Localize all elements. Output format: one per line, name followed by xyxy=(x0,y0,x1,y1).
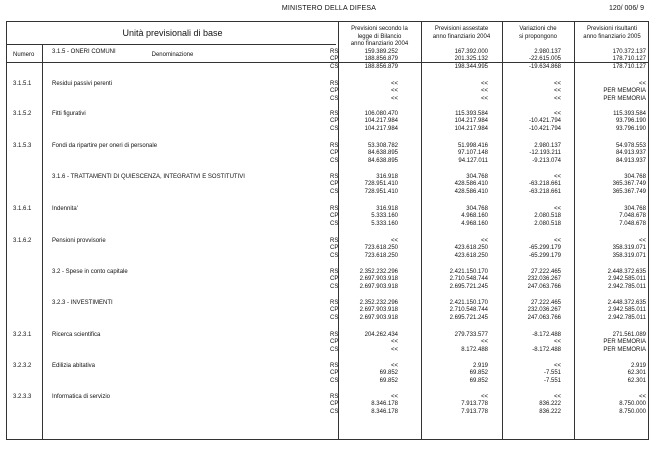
line-code: CS xyxy=(330,95,339,102)
value-risultanti: 304.768 xyxy=(624,174,646,180)
row-number: 3.2.3.1 xyxy=(13,332,32,338)
line-code: CP xyxy=(330,181,339,188)
value-line xyxy=(7,284,648,291)
divider xyxy=(7,44,336,45)
line-code: CS xyxy=(330,188,339,195)
value-line xyxy=(7,378,648,385)
value-assestate: 4.968.160 xyxy=(461,220,488,227)
value-assestate: 2.421.150.170 xyxy=(449,269,488,275)
value-assestate: << xyxy=(480,238,488,244)
value-assestate: << xyxy=(480,394,488,400)
value-risultanti: 2.919 xyxy=(630,363,646,369)
value-risultanti: 2.942.785.011 xyxy=(608,283,646,290)
value-variazioni: << xyxy=(553,111,561,117)
value-variazioni: << xyxy=(553,88,561,95)
value-line xyxy=(7,238,648,245)
value-legge-bilancio: << xyxy=(390,95,398,102)
value-variazioni: 247.063.766 xyxy=(527,314,561,321)
value-risultanti: 358.319.071 xyxy=(612,245,646,252)
value-variazioni: 27.222.465 xyxy=(530,300,561,306)
value-assestate: 423.618.250 xyxy=(454,252,488,259)
value-legge-bilancio: 723.618.250 xyxy=(364,245,398,252)
value-variazioni: 2.080.518 xyxy=(534,220,561,227)
value-legge-bilancio: 2.352.232.296 xyxy=(359,300,398,306)
value-assestate: 97.107.148 xyxy=(457,150,488,157)
line-code: CP xyxy=(330,307,339,314)
value-line xyxy=(7,143,648,150)
value-assestate: 69.852 xyxy=(469,370,488,377)
line-code: CS xyxy=(330,157,339,164)
value-risultanti: 54.978.553 xyxy=(615,143,646,149)
column-header-variazioni: Variazioni che si propongono xyxy=(518,26,558,40)
value-variazioni: 836.222 xyxy=(539,401,561,408)
value-risultanti: 365.367.749 xyxy=(612,181,646,188)
row-denomination: Ricerca scientifica xyxy=(52,332,101,338)
line-code: CP xyxy=(330,213,339,220)
value-legge-bilancio: << xyxy=(390,88,398,95)
value-legge-bilancio: 104.217.984 xyxy=(364,118,398,125)
value-variazioni: 2.980.137 xyxy=(534,143,561,149)
value-line xyxy=(7,347,648,354)
line-code: CP xyxy=(330,118,339,125)
value-risultanti: 93.796.190 xyxy=(615,118,646,125)
value-line xyxy=(7,150,648,157)
line-code: RS xyxy=(330,363,339,369)
value-line xyxy=(7,409,648,416)
line-code: CP xyxy=(330,370,339,377)
value-variazioni: << xyxy=(553,394,561,400)
value-variazioni: 2.080.518 xyxy=(534,213,561,220)
value-assestate: 2.710.548.744 xyxy=(449,276,488,283)
value-line xyxy=(7,276,648,283)
value-line xyxy=(7,221,648,228)
value-legge-bilancio: 53.308.782 xyxy=(367,143,398,149)
row-denomination: 3.2 - Spese in conto capitale xyxy=(52,269,128,275)
line-code: RS xyxy=(330,300,339,306)
line-code: RS xyxy=(330,174,339,180)
value-legge-bilancio: 69.852 xyxy=(379,377,398,384)
value-risultanti: 62.301 xyxy=(627,377,646,384)
value-assestate: 104.217.984 xyxy=(454,118,488,125)
value-risultanti: 7.048.678 xyxy=(619,220,646,227)
column-header-risultanti: Previsioni risultanti anno finanziario 2005 xyxy=(583,26,641,40)
line-code: RS xyxy=(330,111,339,117)
row-number: 3.1.5.2 xyxy=(13,111,32,117)
value-legge-bilancio: 316.918 xyxy=(376,174,398,180)
value-legge-bilancio: 2.697.903.918 xyxy=(359,276,398,283)
value-risultanti: << xyxy=(638,394,646,400)
value-assestate: 4.968.160 xyxy=(461,213,488,220)
value-risultanti: 93.796.190 xyxy=(615,125,646,132)
value-risultanti: PER MEMORIA xyxy=(603,95,646,102)
row-number: 3.1.6.1 xyxy=(13,206,32,212)
value-variazioni: 247.063.766 xyxy=(527,283,561,290)
value-line xyxy=(7,394,648,401)
line-code: CS xyxy=(330,252,339,259)
value-legge-bilancio: 188.856.879 xyxy=(364,56,398,63)
value-variazioni: 232.036.267 xyxy=(527,276,561,283)
row-denomination: Fondi da ripartire per oneri di personale xyxy=(52,143,158,149)
column-header-numero: Numero xyxy=(13,52,35,58)
value-legge-bilancio: 2.697.903.918 xyxy=(359,314,398,321)
value-legge-bilancio: 8.346.178 xyxy=(371,408,398,415)
value-legge-bilancio: 8.346.178 xyxy=(371,401,398,408)
value-line xyxy=(7,401,648,408)
value-risultanti: 365.367.749 xyxy=(612,188,646,195)
value-variazioni: -10.421.794 xyxy=(528,125,561,132)
value-risultanti: 2.942.585.011 xyxy=(608,307,646,314)
value-assestate: 2.421.150.170 xyxy=(449,300,488,306)
value-legge-bilancio: << xyxy=(390,394,398,400)
page-number: 120/ 006/ 9 xyxy=(608,5,644,12)
line-code: RS xyxy=(330,394,339,400)
value-assestate: 304.768 xyxy=(466,206,488,212)
line-code: CP xyxy=(330,401,339,408)
line-code: CS xyxy=(330,283,339,290)
row-denomination: Fitti figurativi xyxy=(52,111,86,117)
value-variazioni: << xyxy=(553,81,561,87)
value-line xyxy=(7,189,648,196)
value-risultanti: PER MEMORIA xyxy=(603,88,646,95)
value-line xyxy=(7,370,648,377)
value-line xyxy=(7,206,648,213)
value-assestate: 2.919 xyxy=(472,363,488,369)
value-legge-bilancio: 723.618.250 xyxy=(364,252,398,259)
line-code: RS xyxy=(330,269,339,275)
value-legge-bilancio: 5.333.160 xyxy=(371,213,398,220)
value-assestate: 304.768 xyxy=(466,174,488,180)
value-risultanti: 84.913.937 xyxy=(615,150,646,157)
value-assestate: 2.710.548.744 xyxy=(449,307,488,314)
value-variazioni: -12.193.211 xyxy=(529,150,561,157)
value-risultanti: << xyxy=(638,238,646,244)
value-assestate: 94.127.011 xyxy=(458,157,488,164)
value-legge-bilancio: 728.951.410 xyxy=(364,181,398,188)
value-legge-bilancio: 204.262.434 xyxy=(364,332,398,338)
value-assestate: 428.586.410 xyxy=(454,188,488,195)
value-assestate: 104.217.984 xyxy=(454,125,488,132)
value-line xyxy=(7,88,648,95)
value-line xyxy=(7,332,648,339)
value-assestate: 8.172.488 xyxy=(461,346,488,353)
row-number: 3.1.5.3 xyxy=(13,143,32,149)
value-variazioni: 27.222.465 xyxy=(530,269,561,275)
line-code: CP xyxy=(330,56,339,63)
value-risultanti: 8.750.000 xyxy=(619,408,646,415)
value-line xyxy=(7,118,648,125)
row-denomination: Informatica di servizio xyxy=(52,394,111,400)
value-line xyxy=(7,300,648,307)
value-risultanti: 358.319.071 xyxy=(612,252,646,259)
column-header-assestate: Previsioni assestate anno finanziario 2004 xyxy=(432,26,491,40)
value-line xyxy=(7,363,648,370)
value-assestate: 198.344.995 xyxy=(454,63,488,70)
value-assestate: << xyxy=(480,95,488,102)
value-assestate: 69.852 xyxy=(469,377,488,384)
value-risultanti: PER MEMORIA xyxy=(603,339,646,346)
value-variazioni: -63.218.661 xyxy=(528,181,561,188)
value-variazioni: -8.172.488 xyxy=(532,332,561,338)
value-line xyxy=(7,96,648,103)
value-legge-bilancio: 728.951.410 xyxy=(364,188,398,195)
line-code: CS xyxy=(330,63,339,70)
line-code: CS xyxy=(330,377,339,384)
value-line xyxy=(7,269,648,276)
value-risultanti: 2.942.585.011 xyxy=(608,276,646,283)
value-variazioni: -8.172.488 xyxy=(532,346,561,353)
value-assestate: << xyxy=(480,339,488,346)
value-legge-bilancio: 104.217.984 xyxy=(364,125,398,132)
value-variazioni: << xyxy=(553,339,561,346)
value-variazioni: -7.551 xyxy=(543,377,561,384)
row-denomination: Indennita' xyxy=(52,206,78,212)
row-number: 3.1.5.1 xyxy=(13,81,32,87)
value-legge-bilancio: << xyxy=(390,238,398,244)
value-risultanti: 7.048.678 xyxy=(619,213,646,220)
value-line xyxy=(7,253,648,260)
value-legge-bilancio: 2.352.232.296 xyxy=(359,269,398,275)
value-variazioni: -19.634.868 xyxy=(528,63,561,70)
value-legge-bilancio: 316.918 xyxy=(376,206,398,212)
column-header-denominazione: Denominazione xyxy=(151,52,194,58)
value-risultanti: 304.768 xyxy=(624,206,646,212)
value-assestate: 2.695.721.245 xyxy=(449,283,488,290)
value-line xyxy=(7,181,648,188)
line-code: CS xyxy=(330,314,339,321)
value-line xyxy=(7,56,648,63)
row-denomination: 3.1.6 - TRATTAMENTI DI QUIESCENZA, INTEGRATIVI E SOSTITUTIVI xyxy=(52,174,245,180)
value-line xyxy=(7,245,648,252)
value-line xyxy=(7,315,648,322)
value-assestate: << xyxy=(480,88,488,95)
line-code: CP xyxy=(330,88,339,95)
row-number: 3.2.3.2 xyxy=(13,363,32,369)
value-legge-bilancio: 159.389.252 xyxy=(364,49,398,55)
value-risultanti: 62.301 xyxy=(627,370,646,377)
line-code: CP xyxy=(330,339,339,346)
value-variazioni: << xyxy=(553,238,561,244)
value-variazioni: << xyxy=(553,206,561,212)
value-risultanti: 178.710.127 xyxy=(612,56,646,63)
value-line xyxy=(7,64,648,71)
value-legge-bilancio: << xyxy=(390,81,398,87)
value-variazioni: << xyxy=(553,363,561,369)
value-assestate: 167.392.000 xyxy=(454,49,488,55)
value-legge-bilancio: << xyxy=(390,339,398,346)
value-legge-bilancio: 106.080.470 xyxy=(364,111,398,117)
line-code: CS xyxy=(330,408,339,415)
value-variazioni: -10.421.794 xyxy=(528,118,561,125)
value-line xyxy=(7,158,648,165)
line-code: RS xyxy=(330,238,339,244)
value-assestate: 2.695.721.245 xyxy=(449,314,488,321)
value-line xyxy=(7,307,648,314)
row-denomination: 3.1.5 - ONERI COMUNI xyxy=(52,49,116,55)
value-assestate: 423.618.250 xyxy=(454,245,488,252)
ministry-header: MINISTERO DELLA DIFESA xyxy=(281,5,377,12)
value-risultanti: 115.393.584 xyxy=(613,111,646,117)
row-denomination: Pensioni provvisorie xyxy=(52,238,106,244)
value-risultanti: PER MEMORIA xyxy=(603,346,646,353)
value-assestate: 428.586.410 xyxy=(454,181,488,188)
line-code: RS xyxy=(330,332,339,338)
row-denomination: 3.2.3 - INVESTIMENTI xyxy=(52,300,113,306)
value-legge-bilancio: 69.852 xyxy=(379,370,398,377)
value-risultanti: 84.913.937 xyxy=(615,157,646,164)
value-assestate: 7.913.778 xyxy=(461,408,488,415)
value-legge-bilancio: 84.638.895 xyxy=(367,157,398,164)
value-risultanti: 178.710.127 xyxy=(612,63,646,70)
value-legge-bilancio: 84.638.895 xyxy=(367,150,398,157)
line-code: RS xyxy=(330,206,339,212)
value-assestate: 51.998.416 xyxy=(457,143,488,149)
value-variazioni: << xyxy=(553,95,561,102)
value-risultanti: 8.750.000 xyxy=(619,401,646,408)
value-risultanti: 170.372.137 xyxy=(612,49,646,55)
value-line xyxy=(7,111,648,118)
value-assestate: 115.393.584 xyxy=(455,111,488,117)
value-variazioni: -9.213.074 xyxy=(532,157,561,164)
value-legge-bilancio: 5.333.160 xyxy=(371,220,398,227)
value-assestate: 279.733.577 xyxy=(454,332,488,338)
line-code: RS xyxy=(330,81,339,87)
value-legge-bilancio: << xyxy=(390,363,398,369)
value-variazioni: 836.222 xyxy=(539,408,561,415)
line-code: CP xyxy=(330,150,339,157)
row-denomination: Residui passivi perenti xyxy=(52,81,113,87)
line-code: CP xyxy=(330,245,339,252)
value-risultanti: 2.448.372.635 xyxy=(607,300,646,306)
value-assestate: 201.325.132 xyxy=(454,56,488,63)
budget-table xyxy=(6,21,649,440)
value-legge-bilancio: 2.697.903.918 xyxy=(359,283,398,290)
table-title: Unità previsionali di base xyxy=(122,28,223,38)
value-variazioni: 2.980.137 xyxy=(534,49,561,55)
value-line xyxy=(7,174,648,181)
line-code: CS xyxy=(330,125,339,132)
value-risultanti: 2.448.372.635 xyxy=(607,269,646,275)
value-risultanti: 2.942.785.011 xyxy=(608,314,646,321)
line-code: CS xyxy=(330,346,339,353)
row-number: 3.2.3.3 xyxy=(13,394,32,400)
value-variazioni: -63.218.661 xyxy=(528,188,561,195)
value-variazioni: -22.615.005 xyxy=(528,56,561,63)
row-denomination: Edilizia abitativa xyxy=(52,363,96,369)
value-variazioni: 232.036.267 xyxy=(527,307,561,314)
value-legge-bilancio: 188.856.879 xyxy=(364,63,398,70)
column-header-legge-bilancio: Previsioni secondo la legge di Bilancio anno finanziario 2004 xyxy=(350,26,409,47)
line-code: RS xyxy=(330,143,339,149)
line-code: RS xyxy=(330,49,339,55)
value-line xyxy=(7,49,648,56)
value-variazioni: -65.299.179 xyxy=(528,252,561,259)
value-assestate: 7.913.778 xyxy=(461,401,488,408)
row-number: 3.1.6.2 xyxy=(13,238,32,244)
value-assestate: << xyxy=(480,81,488,87)
value-variazioni: << xyxy=(553,174,561,180)
value-line xyxy=(7,126,648,133)
value-risultanti: << xyxy=(638,81,646,87)
value-variazioni: -65.299.179 xyxy=(528,245,561,252)
value-legge-bilancio: << xyxy=(390,346,398,353)
value-line xyxy=(7,213,648,220)
value-variazioni: -7.551 xyxy=(543,370,561,377)
line-code: CS xyxy=(330,220,339,227)
value-line xyxy=(7,339,648,346)
value-risultanti: 271.561.089 xyxy=(612,332,646,338)
value-legge-bilancio: 2.697.903.918 xyxy=(359,307,398,314)
value-line xyxy=(7,81,648,88)
line-code: CP xyxy=(330,276,339,283)
